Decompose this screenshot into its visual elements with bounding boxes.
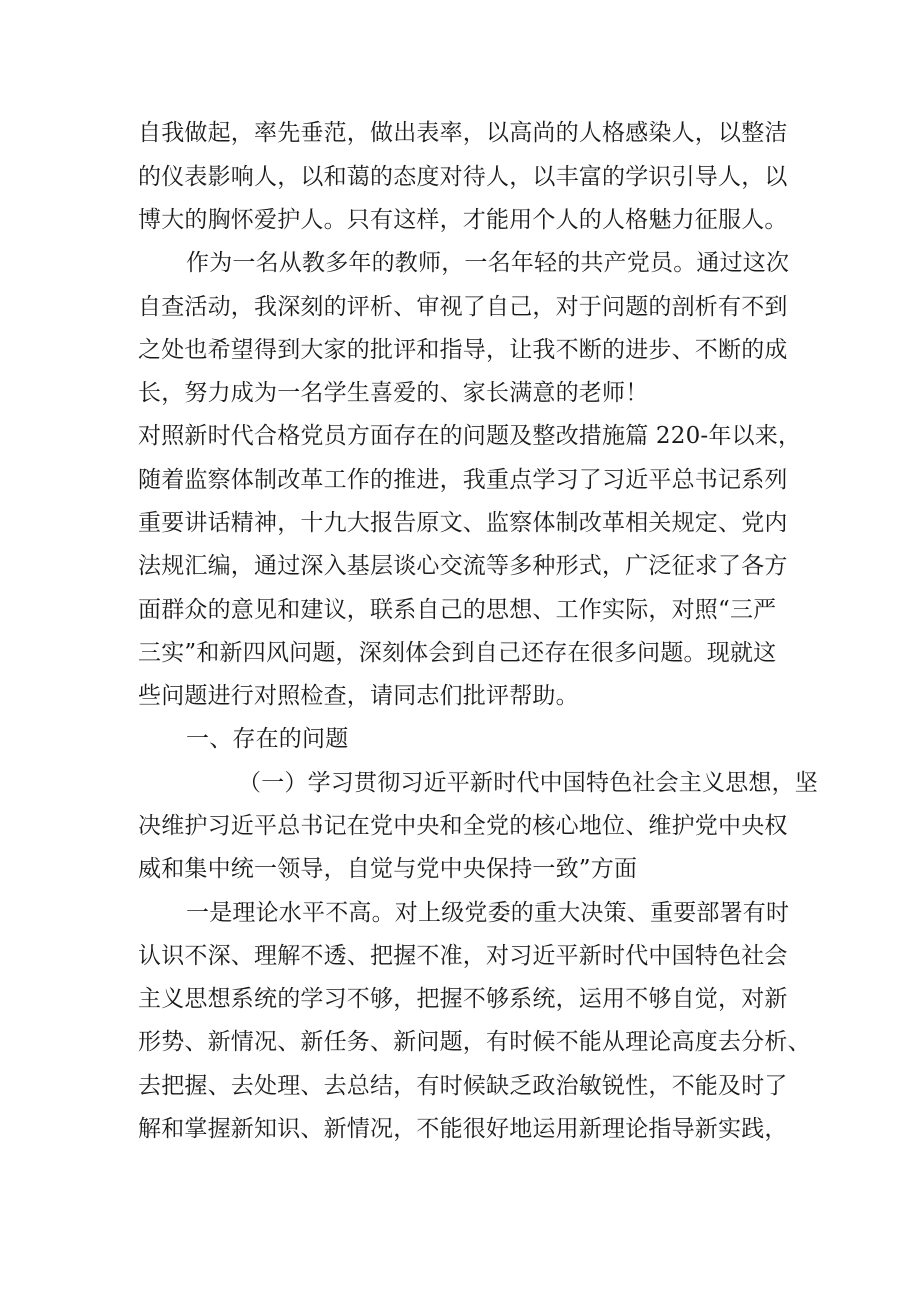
- text-line: 长，努力成为一名学生喜爱的、家长满意的老师！: [138, 380, 649, 406]
- subsection-heading: （一）学习贯彻习近平新时代中国特色社会主义思想，坚: [238, 770, 818, 796]
- text-line: 之处也希望得到大家的批评和指导，让我不断的进步、不断的成: [138, 337, 788, 363]
- text-line: 重要讲话精神，十九大报告原文、监察体制改革相关规定、党内: [138, 510, 788, 536]
- text-line: 一是理论水平不高。对上级党委的重大决策、重要部署有时: [186, 900, 790, 926]
- text-line: 认识不深、理解不透、把握不准，对习近平新时代中国特色社会: [138, 943, 788, 969]
- text-line: 威和集中统一领导，自觉与党中央保持一致”方面: [138, 856, 638, 882]
- text-line: 些问题进行对照检查，请同志们批评帮助。: [138, 683, 579, 709]
- text-line: 法规汇编，通过深入基层谈心交流等多种形式，广泛征求了各方: [138, 553, 788, 579]
- text-line: 解和掌握新知识、新情况，不能很好地运用新理论指导新实践，: [138, 1116, 788, 1142]
- text-line: 自我做起，率先垂范，做出表率，以高尚的人格感染人，以整洁: [138, 120, 788, 146]
- text-line: 的仪表影响人，以和蔼的态度对待人，以丰富的学识引导人，以: [138, 164, 788, 190]
- text-line: 形势、新情况、新任务、新问题，有时候不能从理论高度去分析、: [138, 1029, 811, 1055]
- text-line: 三实”和新四风问题，深刻体会到自己还存在很多问题。现就这: [138, 640, 777, 666]
- text-line: 随着监察体制改革工作的推进，我重点学习了习近平总书记系列: [138, 467, 788, 493]
- text-line: 自查活动，我深刻的评析、审视了自己，对于问题的剖析有不到: [138, 294, 788, 320]
- section-heading: 一、存在的问题: [186, 726, 349, 752]
- text-line: 决维护习近平总书记在党中央和全党的核心地位、维护党中央权: [138, 813, 788, 839]
- text-line: 主义思想系统的学习不够，把握不够系统，运用不够自觉，对新: [138, 986, 788, 1012]
- text-line: 作为一名从教多年的教师，一名年轻的共产党员。通过这次: [186, 250, 790, 276]
- text-line: 对照新时代合格党员方面存在的问题及整改措施篇 220-年以来，: [138, 423, 802, 449]
- text-line: 博大的胸怀爱护人。只有这样，才能用个人的人格魅力征服人。: [138, 207, 788, 233]
- text-line: 面群众的意见和建议，联系自己的思想、工作实际，对照“三严: [138, 597, 777, 623]
- text-line: 去把握、去处理、去总结，有时候缺乏政治敏锐性，不能及时了: [138, 1073, 788, 1099]
